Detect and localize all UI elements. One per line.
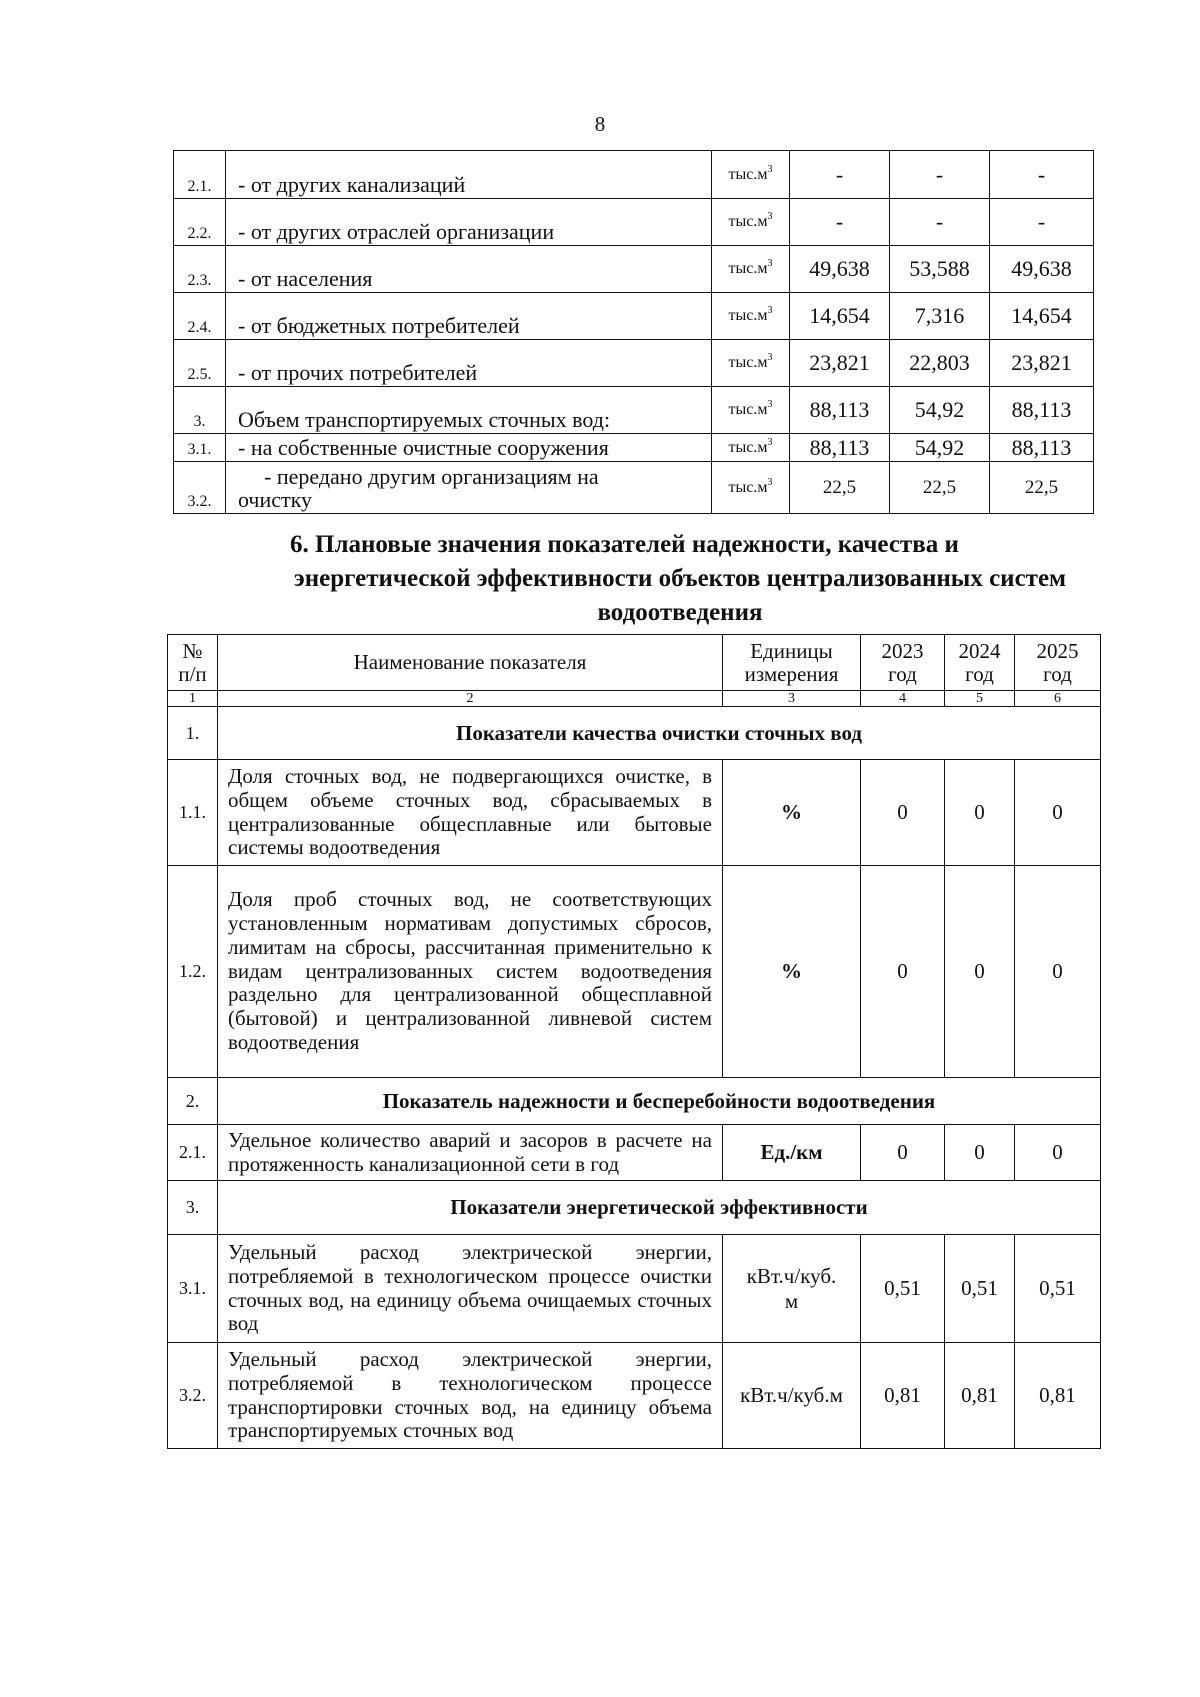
table-row [174, 246, 1094, 293]
value-2024: - [890, 151, 990, 199]
header-row [168, 635, 1101, 691]
row-unit: $тыс.м^3$ [712, 387, 790, 434]
row-number: 2.4. [174, 293, 226, 340]
indicator-name: Доля сточных вод, не подвергающихся очистке, в общем объеме сточных вод, сбрасываемых в централизованные общесплавные или бытовые системы водоотведения [218, 760, 723, 866]
value-2025: 0,51 [1015, 1235, 1101, 1343]
row-name: - от прочих потребителей [226, 340, 712, 387]
value-2023: 23,821 [790, 340, 890, 387]
row-number: 3.1. [174, 434, 226, 462]
row-unit: $тыс.м^3$ [712, 293, 790, 340]
header-year-2025: 2025 год [1015, 635, 1101, 691]
row-number: 2.1. [174, 151, 226, 199]
value-2025: 0 [1015, 760, 1101, 866]
indicator-name: Удельный расход электрической энергии, потребляемой в технологическом процессе очистки сточных вод, на единицу объема очищаемых сточных вод [218, 1235, 723, 1343]
value-2024: 0 [945, 1125, 1015, 1181]
row-number: 1.2. [168, 866, 218, 1078]
value-2024: 0 [945, 760, 1015, 866]
indicators-table [167, 634, 1101, 1449]
index-cell: 5 [945, 691, 1015, 707]
section-number: 2. [168, 1078, 218, 1125]
indicator-unit: кВт.ч/куб. м [723, 1235, 861, 1343]
table-row [168, 760, 1101, 866]
row-name: - передано другим организациям на очистку [226, 462, 712, 514]
table-row [174, 199, 1094, 246]
value-2025: 0 [1015, 866, 1101, 1078]
row-number: 2.5. [174, 340, 226, 387]
indicator-unit: Ед./км [723, 1125, 861, 1181]
header-unit: Единицы измерения [723, 635, 861, 691]
value-2025: - [990, 151, 1094, 199]
value-2025: 0 [1015, 1125, 1101, 1181]
table-row [174, 387, 1094, 434]
value-2023: - [790, 199, 890, 246]
table-row [174, 293, 1094, 340]
header-year-2024: 2024 год [945, 635, 1015, 691]
index-cell: 1 [168, 691, 218, 707]
row-unit: $тыс.м^3$ [712, 340, 790, 387]
table-row [174, 434, 1094, 462]
value-2025: 23,821 [990, 340, 1094, 387]
row-number: 2.1. [168, 1125, 218, 1181]
row-name: - от других канализаций [226, 151, 712, 199]
value-2023: 0 [861, 866, 945, 1078]
indicator-name: Удельный расход электрической энергии, потребляемой в технологическом процессе транспортировки сточных вод, на единицу объема транспортируемых сточных вод [218, 1343, 723, 1449]
page-number: 8 [594, 112, 606, 136]
value-2024: 54,92 [890, 434, 990, 462]
table-row [174, 340, 1094, 387]
value-2025: 14,654 [990, 293, 1094, 340]
row-number: 3.2. [174, 462, 226, 514]
volume-table [173, 150, 1094, 514]
row-number: 3. [174, 387, 226, 434]
table-row [168, 866, 1101, 1078]
row-name: - от населения [226, 246, 712, 293]
value-2023: 0,81 [861, 1343, 945, 1449]
row-name: - от бюджетных потребителей [226, 293, 712, 340]
value-2025: 0,81 [1015, 1343, 1101, 1449]
index-row [168, 691, 1101, 707]
value-2024: 0,51 [945, 1235, 1015, 1343]
value-2025: 88,113 [990, 387, 1094, 434]
value-2024: - [890, 199, 990, 246]
section-heading: Показатели качества очистки сточных вод [218, 707, 1101, 760]
header-name: Наименование показателя [218, 635, 723, 691]
index-cell: 6 [1015, 691, 1101, 707]
value-2025: 49,638 [990, 246, 1094, 293]
value-2024: 22,5 [890, 462, 990, 514]
row-unit: $тыс.м^3$ [712, 199, 790, 246]
row-number: 3.2. [168, 1343, 218, 1449]
value-2024: 54,92 [890, 387, 990, 434]
value-2024: 7,316 [890, 293, 990, 340]
section-title: 6. Плановые значения показателей надежности, качества и энергетической эффективности объектов централизованных систем водоотведения [290, 531, 1067, 626]
value-2023: 0,51 [861, 1235, 945, 1343]
table-row [168, 1343, 1101, 1449]
row-number: 2.2. [174, 199, 226, 246]
value-2024: 22,803 [890, 340, 990, 387]
section-heading: Показатели энергетической эффективности [218, 1181, 1101, 1235]
value-2023: - [790, 151, 890, 199]
value-2024: 53,588 [890, 246, 990, 293]
section-row [168, 1078, 1101, 1125]
section-number: 1. [168, 707, 218, 760]
value-2025: - [990, 199, 1094, 246]
value-2024: 0,81 [945, 1343, 1015, 1449]
row-number: 2.3. [174, 246, 226, 293]
value-2025: 22,5 [990, 462, 1094, 514]
row-name: - на собственные очистные сооружения [226, 434, 712, 462]
index-cell: 2 [218, 691, 723, 707]
indicator-name: Доля проб сточных вод, не соответствующих установленным нормативам допустимых сбросов, лимитам на сбросы, рассчитанная применительно к видам централизованных систем водоотведения раздельно для централизованной общесплавной (бытовой) и централизованной ливневой систем водоотведения [218, 866, 723, 1078]
value-2023: 88,113 [790, 434, 890, 462]
row-unit: $тыс.м^3$ [712, 434, 790, 462]
value-2023: 49,638 [790, 246, 890, 293]
index-cell: 4 [861, 691, 945, 707]
value-2023: 0 [861, 1125, 945, 1181]
indicator-unit: % [723, 866, 861, 1078]
section-number: 3. [168, 1181, 218, 1235]
table-row [174, 151, 1094, 199]
header-number: № п/п [168, 635, 218, 691]
row-unit: $тыс.м^3$ [712, 151, 790, 199]
row-unit: $тыс.м^3$ [712, 462, 790, 514]
section-row [168, 1181, 1101, 1235]
table-row [168, 1125, 1101, 1181]
row-number: 1.1. [168, 760, 218, 866]
index-cell: 3 [723, 691, 861, 707]
indicator-name: Удельное количество аварий и засоров в расчете на протяженность канализационной сети в год [218, 1125, 723, 1181]
value-2023: 14,654 [790, 293, 890, 340]
row-number: 3.1. [168, 1235, 218, 1343]
value-2023: 88,113 [790, 387, 890, 434]
section-row [168, 707, 1101, 760]
indicator-unit: % [723, 760, 861, 866]
row-name: - от других отраслей организации [226, 199, 712, 246]
section-heading: Показатель надежности и бесперебойности водоотведения [218, 1078, 1101, 1125]
value-2024: 0 [945, 866, 1015, 1078]
row-unit: $тыс.м^3$ [712, 246, 790, 293]
indicator-unit: кВт.ч/куб.м [723, 1343, 861, 1449]
value-2025: 88,113 [990, 434, 1094, 462]
value-2023: 0 [861, 760, 945, 866]
table-row [168, 1235, 1101, 1343]
header-year-2023: 2023 год [861, 635, 945, 691]
table-row [174, 462, 1094, 514]
row-name: Объем транспортируемых сточных вод: [226, 387, 712, 434]
value-2023: 22,5 [790, 462, 890, 514]
